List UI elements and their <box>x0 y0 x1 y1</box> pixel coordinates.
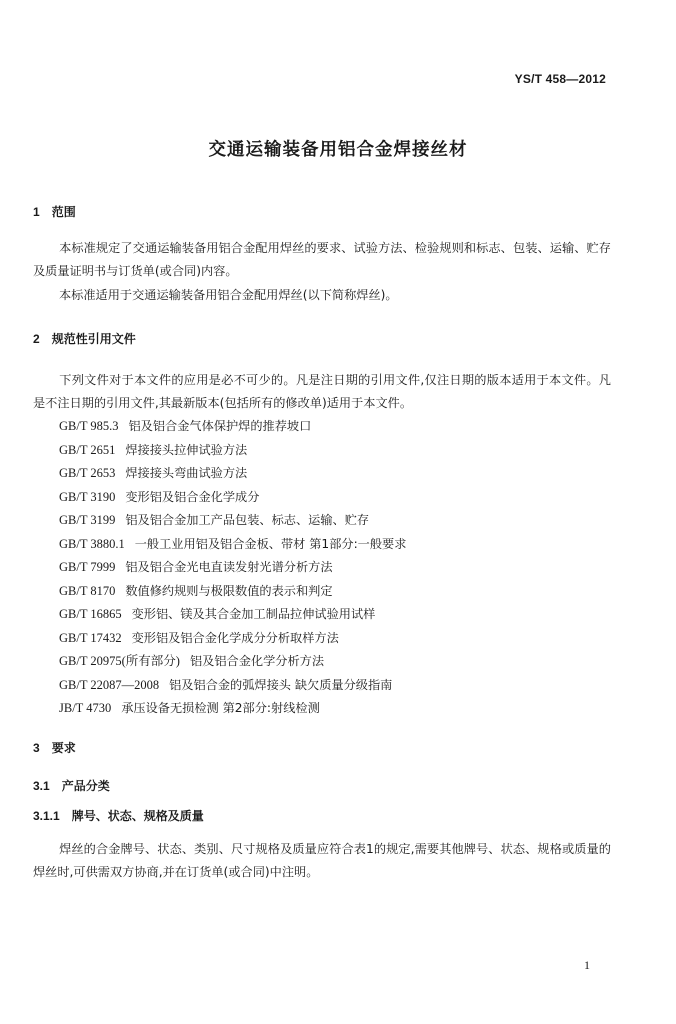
reference-code: GB/T 16865 <box>59 607 122 621</box>
section-number: 2 <box>33 332 40 346</box>
page-number: 1 <box>584 958 590 972</box>
reference-title: 变形铝、镁及其合金加工制品拉伸试验用试样 <box>131 607 376 621</box>
reference-code: GB/T 3880.1 <box>59 536 125 551</box>
reference-code: GB/T 2651 <box>59 442 116 457</box>
reference-title: 焊接接头拉伸试验方法 <box>125 442 248 457</box>
section-number: 3.1 <box>33 779 50 793</box>
reference-item <box>59 556 406 580</box>
reference-item <box>59 674 406 698</box>
section-2-paragraph-1: 下列文件对于本文件的应用是必不可少的。凡是注日期的引用文件,仅注日期的版本适用于本文件。凡是不注日期的引用文件,其最新版本(包括所有的修改单)适用于本文件。 <box>33 373 611 410</box>
reference-code: GB/T 3190 <box>59 489 116 504</box>
reference-title: 变形铝及铝合金化学成分分析取样方法 <box>131 630 339 645</box>
reference-title: 承压设备无损检测 第2部分:射线检测 <box>121 701 320 715</box>
section-title: 要求 <box>51 741 76 755</box>
section-number: 1 <box>33 205 40 219</box>
reference-title: 焊接接头弯曲试验方法 <box>125 466 248 480</box>
section-number: 3 <box>33 741 40 755</box>
reference-item <box>59 697 406 721</box>
reference-title: 铝及铝合金化学分析方法 <box>189 654 325 668</box>
reference-item <box>59 580 406 604</box>
reference-code: GB/T 17432 <box>59 630 122 645</box>
reference-item <box>59 650 406 674</box>
section-number: 3.1.1 <box>33 809 60 823</box>
reference-title: 数值修约规则与极限数值的表示和判定 <box>125 583 333 598</box>
normative-references-list <box>59 415 406 721</box>
section-title: 范围 <box>51 205 76 219</box>
section-1-paragraph-1: 本标准规定了交通运输装备用铝合金配用焊丝的要求、试验方法、检验规则和标志、包装、运输、贮存及质量证明书与订货单(或合同)内容。 <box>33 241 611 278</box>
reference-code: GB/T 22087—2008 <box>59 677 160 692</box>
section-3-1-1-heading <box>33 807 204 824</box>
section-1-heading <box>33 203 76 220</box>
section-3-1-1-paragraph-1: 焊丝的合金牌号、状态、类别、尺寸规格及质量应符合表1的规定,需要其他牌号、状态、规格或质量的焊丝时,可供需双方协商,并在订货单(或合同)中注明。 <box>33 842 611 879</box>
reference-item <box>59 415 406 439</box>
section-3-1-heading <box>33 777 110 794</box>
reference-code: GB/T 2653 <box>59 466 116 480</box>
reference-code: GB/T 20975(所有部分) <box>59 654 180 668</box>
reference-item <box>59 627 406 651</box>
page-title: 交通运输装备用铝合金焊接丝材 <box>208 140 468 160</box>
section-title: 规范性引用文件 <box>51 332 136 346</box>
section-3-heading <box>33 739 76 756</box>
reference-item <box>59 603 406 627</box>
reference-item <box>59 462 406 486</box>
reference-code: GB/T 7999 <box>59 560 116 574</box>
reference-title: 变形铝及铝合金化学成分 <box>125 489 260 504</box>
reference-item <box>59 533 406 557</box>
reference-code: JB/T 4730 <box>59 701 112 715</box>
reference-title: 铝及铝合金光电直读发射光谱分析方法 <box>125 560 333 574</box>
section-2-heading <box>33 330 136 347</box>
section-title: 产品分类 <box>61 779 110 793</box>
reference-code: GB/T 8170 <box>59 583 116 598</box>
reference-item <box>59 486 406 510</box>
reference-title: 一般工业用铝及铝合金板、带材 第1部分:一般要求 <box>134 536 407 551</box>
reference-title: 铝及铝合金加工产品包装、标志、运输、贮存 <box>125 513 370 527</box>
reference-code: GB/T 3199 <box>59 513 116 527</box>
reference-title: 铝及铝合金气体保护焊的推荐坡口 <box>128 419 312 433</box>
reference-code: GB/T 985.3 <box>59 419 119 433</box>
section-title: 牌号、状态、规格及质量 <box>71 809 204 823</box>
reference-item <box>59 509 406 533</box>
reference-title: 铝及铝合金的弧焊接头 缺欠质量分级指南 <box>169 677 393 692</box>
standard-code: YS/T 458—2012 <box>514 72 606 86</box>
reference-item <box>59 439 406 463</box>
section-1-paragraph-2: 本标准适用于交通运输装备用铝合金配用焊丝(以下简称焊丝)。 <box>59 288 398 302</box>
